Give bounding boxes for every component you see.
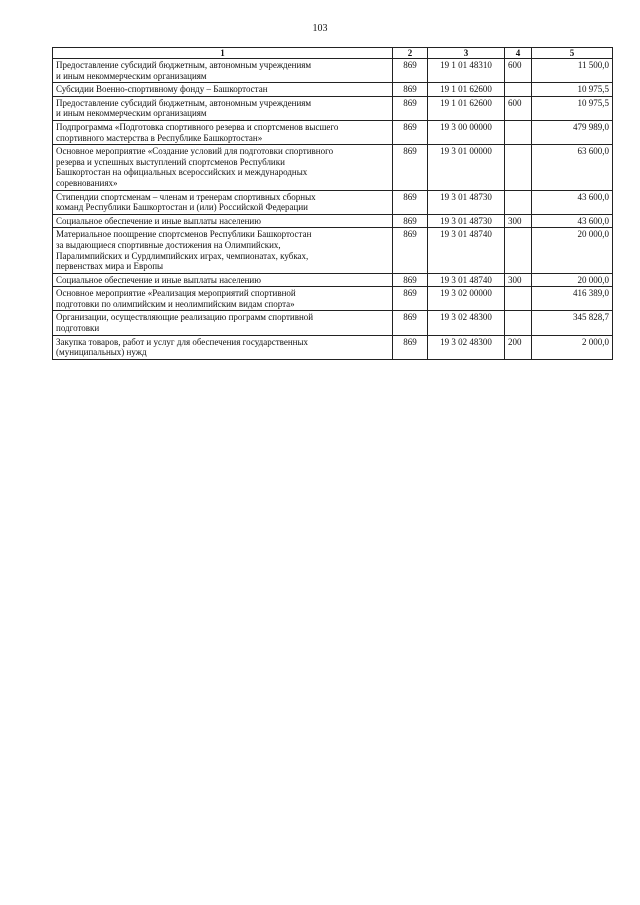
page-number: 103: [312, 23, 328, 34]
cell-amount: 10 975,5: [532, 83, 613, 97]
table-row: [53, 145, 613, 190]
table-row: [53, 311, 613, 335]
cell-vr: [505, 287, 532, 311]
cell-amount: 11 500,0: [532, 59, 613, 83]
table-row: [53, 83, 613, 97]
cell-name: Субсидии Военно-спортивному фонду – Башкортостан: [53, 83, 393, 97]
cell-csr: 19 3 02 00000: [428, 287, 505, 311]
cell-csr: 19 3 01 00000: [428, 145, 505, 190]
cell-vr: [505, 83, 532, 97]
cell-amount: 43 600,0: [532, 190, 613, 214]
cell-vr: [505, 228, 532, 273]
cell-csr: 19 3 02 48300: [428, 311, 505, 335]
header-col-grbs: 2: [393, 48, 428, 59]
cell-name: Закупка товаров, работ и услуг для обеспечения государственных (муниципальных) нужд: [53, 335, 393, 359]
header-col-csr: 3: [428, 48, 505, 59]
table-row: [53, 273, 613, 287]
cell-name: Предоставление субсидий бюджетным, автономным учреждениям и иным некоммерческим организациям: [53, 59, 393, 83]
cell-vr: [505, 145, 532, 190]
cell-amount: 63 600,0: [532, 145, 613, 190]
cell-vr: [505, 120, 532, 144]
budget-table: [52, 47, 613, 360]
cell-vr: 300: [505, 214, 532, 228]
cell-amount: 2 000,0: [532, 335, 613, 359]
cell-name: Основное мероприятие «Создание условий для подготовки спортивного резерва и успешных выступлений спортсменов Республики Башкортостан на официальных всероссийских и международных соревнованиях»: [53, 145, 393, 190]
table-row: [53, 214, 613, 228]
cell-grbs: 869: [393, 145, 428, 190]
cell-vr: 600: [505, 59, 532, 83]
cell-grbs: 869: [393, 273, 428, 287]
table-body: [53, 59, 613, 360]
cell-grbs: 869: [393, 214, 428, 228]
cell-name: Стипендии спортсменам – членам и тренерам спортивных сборных команд Республики Башкортостан и (или) Российской Федерации: [53, 190, 393, 214]
cell-grbs: 869: [393, 335, 428, 359]
cell-csr: 19 3 01 48740: [428, 228, 505, 273]
cell-amount: 20 000,0: [532, 228, 613, 273]
cell-csr: 19 3 01 48740: [428, 273, 505, 287]
table-row: [53, 96, 613, 120]
cell-grbs: 869: [393, 96, 428, 120]
table-row: [53, 120, 613, 144]
cell-vr: 200: [505, 335, 532, 359]
table-row: [53, 287, 613, 311]
table-row: [53, 228, 613, 273]
cell-vr: [505, 311, 532, 335]
table-row: [53, 190, 613, 214]
cell-amount: 43 600,0: [532, 214, 613, 228]
header-col-amount: 5: [532, 48, 613, 59]
cell-grbs: 869: [393, 83, 428, 97]
cell-grbs: 869: [393, 190, 428, 214]
header-row: [53, 48, 613, 59]
cell-name: Подпрограмма «Подготовка спортивного резерва и спортсменов высшего спортивного мастерства в Республике Башкортостан»: [53, 120, 393, 144]
cell-csr: 19 1 01 62600: [428, 96, 505, 120]
table-row: [53, 335, 613, 359]
cell-vr: 600: [505, 96, 532, 120]
cell-amount: 10 975,5: [532, 96, 613, 120]
cell-csr: 19 1 01 62600: [428, 83, 505, 97]
cell-amount: 479 989,0: [532, 120, 613, 144]
cell-amount: 20 000,0: [532, 273, 613, 287]
cell-grbs: 869: [393, 311, 428, 335]
cell-name: Материальное поощрение спортсменов Республики Башкортостан за выдающиеся спортивные достижения на Олимпийских, Паралимпийских и Сурдлимпийских играх, чемпионатах, кубках, первенствах мира и Европы: [53, 228, 393, 273]
cell-grbs: 869: [393, 228, 428, 273]
table-row: [53, 59, 613, 83]
cell-csr: 19 1 01 48310: [428, 59, 505, 83]
header-col-vr: 4: [505, 48, 532, 59]
header-col-name: 1: [53, 48, 393, 59]
cell-grbs: 869: [393, 287, 428, 311]
cell-name: Социальное обеспечение и иные выплаты населению: [53, 273, 393, 287]
cell-csr: 19 3 01 48730: [428, 214, 505, 228]
cell-csr: 19 3 00 00000: [428, 120, 505, 144]
cell-name: Социальное обеспечение и иные выплаты населению: [53, 214, 393, 228]
cell-amount: 416 389,0: [532, 287, 613, 311]
cell-name: Предоставление субсидий бюджетным, автономным учреждениям и иным некоммерческим организациям: [53, 96, 393, 120]
table-header: [53, 48, 613, 59]
cell-amount: 345 828,7: [532, 311, 613, 335]
cell-grbs: 869: [393, 120, 428, 144]
cell-csr: 19 3 02 48300: [428, 335, 505, 359]
cell-vr: 300: [505, 273, 532, 287]
cell-name: Организации, осуществляющие реализацию программ спортивной подготовки: [53, 311, 393, 335]
cell-name: Основное мероприятие «Реализация мероприятий спортивной подготовки по олимпийским и неолимпийским видам спорта»: [53, 287, 393, 311]
cell-vr: [505, 190, 532, 214]
cell-grbs: 869: [393, 59, 428, 83]
cell-csr: 19 3 01 48730: [428, 190, 505, 214]
